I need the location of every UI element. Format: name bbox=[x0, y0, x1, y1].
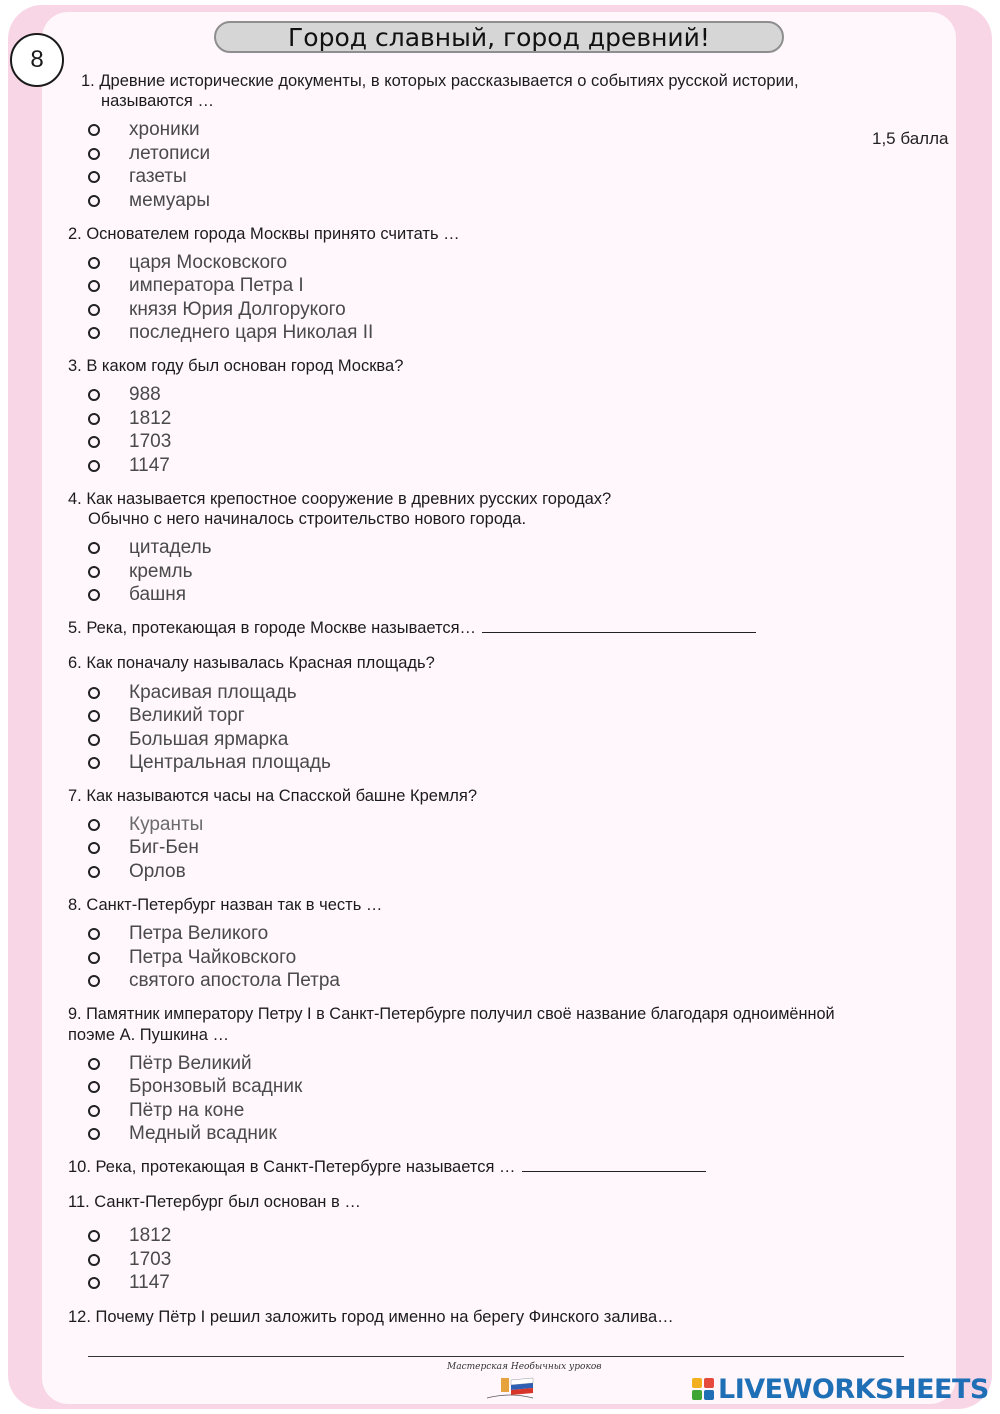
question-1-text-cont: называются … bbox=[101, 92, 214, 110]
radio-circle-icon[interactable] bbox=[88, 975, 100, 987]
question-1-text: 1. Древние исторические документы, в которых рассказывается о событиях русской истории, bbox=[81, 72, 799, 90]
radio-circle-icon[interactable] bbox=[88, 842, 100, 854]
score-label: 1,5 балла bbox=[872, 129, 949, 148]
question-4-text-cont: Обычно с него начиналось строительство нового города. bbox=[88, 510, 527, 528]
question-5-text: 5. Река, протекающая в городе Москве называется… bbox=[68, 618, 756, 638]
radio-circle-icon[interactable] bbox=[88, 687, 100, 699]
radio-circle-icon[interactable] bbox=[88, 389, 100, 401]
question-2-text: 2. Основателем города Москвы принято считать … bbox=[68, 225, 460, 243]
radio-circle-icon[interactable] bbox=[88, 952, 100, 964]
radio-circle-icon[interactable] bbox=[88, 124, 100, 136]
question-4-text: 4. Как называется крепостное сооружение в древних русских городах? bbox=[68, 490, 612, 508]
radio-circle-icon[interactable] bbox=[88, 710, 100, 722]
question-12-answer-line[interactable] bbox=[88, 1356, 904, 1357]
question-9-text-cont: поэме А. Пушкина … bbox=[68, 1026, 229, 1044]
flag-book-icon bbox=[447, 1362, 573, 1402]
liveworksheets-logo bbox=[692, 1374, 989, 1404]
radio-circle-icon[interactable] bbox=[88, 304, 100, 316]
radio-circle-icon[interactable] bbox=[88, 460, 100, 472]
radio-circle-icon[interactable] bbox=[88, 589, 100, 601]
liveworksheets-grid-icon bbox=[692, 1378, 714, 1400]
question-5-answer-field[interactable] bbox=[482, 618, 756, 633]
question-3-text: 3. В каком году был основан город Москва? bbox=[68, 357, 404, 375]
radio-circle-icon[interactable] bbox=[88, 757, 100, 769]
question-11-text: 11. Санкт-Петербург был основан в … bbox=[68, 1193, 361, 1211]
radio-circle-icon[interactable] bbox=[88, 171, 100, 183]
radio-circle-icon[interactable] bbox=[88, 413, 100, 425]
radio-circle-icon[interactable] bbox=[88, 819, 100, 831]
radio-circle-icon[interactable] bbox=[88, 928, 100, 940]
page-number-badge: 8 bbox=[10, 33, 64, 87]
question-10-answer-field[interactable] bbox=[522, 1157, 706, 1172]
radio-circle-icon[interactable] bbox=[88, 327, 100, 339]
radio-circle-icon[interactable] bbox=[88, 1277, 100, 1289]
worksheet-title: Город славный, город древний! bbox=[214, 21, 784, 53]
workshop-logo: Мастерская Необычных уроков bbox=[447, 1362, 573, 1402]
radio-circle-icon[interactable] bbox=[88, 1254, 100, 1266]
radio-circle-icon[interactable] bbox=[88, 436, 100, 448]
radio-circle-icon[interactable] bbox=[88, 280, 100, 292]
radio-circle-icon[interactable] bbox=[88, 195, 100, 207]
question-12-text: 12. Почему Пётр I решил заложить город именно на берегу Финского залива… bbox=[68, 1308, 674, 1326]
radio-circle-icon[interactable] bbox=[88, 148, 100, 160]
question-6-text: 6. Как поначалу называлась Красная площадь? bbox=[68, 654, 435, 672]
radio-circle-icon[interactable] bbox=[88, 1230, 100, 1242]
radio-circle-icon[interactable] bbox=[88, 1128, 100, 1140]
radio-circle-icon[interactable] bbox=[88, 257, 100, 269]
question-8-text: 8. Санкт-Петербург назван так в честь … bbox=[68, 896, 383, 914]
liveworksheets-brand: LIVEWORKSHEETS bbox=[718, 1373, 989, 1405]
radio-circle-icon[interactable] bbox=[88, 1105, 100, 1117]
radio-circle-icon[interactable] bbox=[88, 542, 100, 554]
question-10-text: 10. Река, протекающая в Санкт-Петербурге называется … bbox=[68, 1157, 706, 1177]
radio-circle-icon[interactable] bbox=[88, 1058, 100, 1070]
radio-circle-icon[interactable] bbox=[88, 866, 100, 878]
radio-circle-icon[interactable] bbox=[88, 1081, 100, 1093]
radio-circle-icon[interactable] bbox=[88, 566, 100, 578]
radio-circle-icon[interactable] bbox=[88, 734, 100, 746]
question-7-text: 7. Как называются часы на Спасской башне Кремля? bbox=[68, 787, 478, 805]
question-9-text: 9. Памятник императору Петру I в Санкт-Петербурге получил своё название благодаря одноимённой bbox=[68, 1005, 835, 1023]
